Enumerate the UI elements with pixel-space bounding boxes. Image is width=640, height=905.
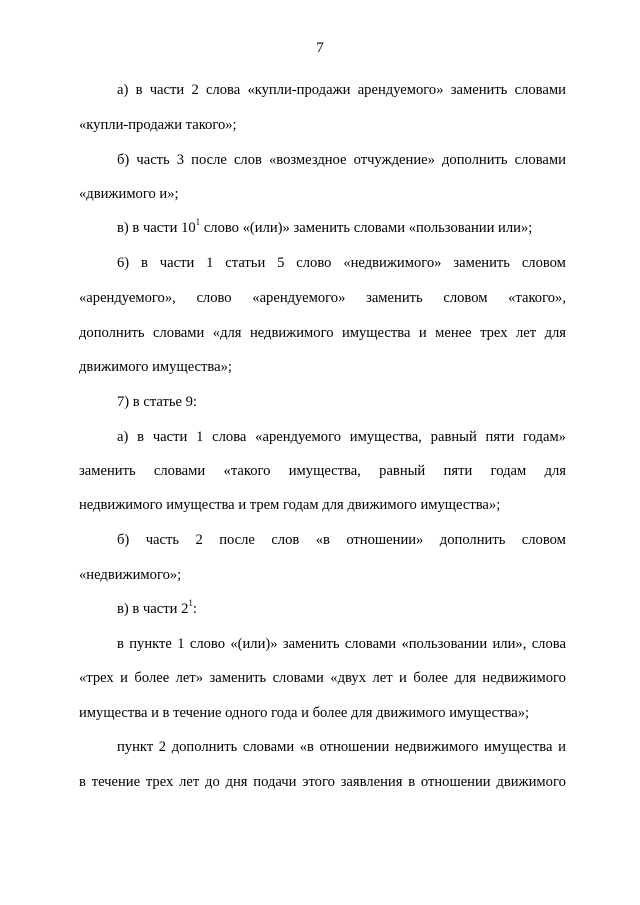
word: 6) xyxy=(117,255,130,271)
word: а) xyxy=(117,82,129,98)
word: в xyxy=(79,774,86,790)
word: этого xyxy=(302,774,335,790)
superscript: 1 xyxy=(188,598,193,609)
superscript: 1 xyxy=(195,217,201,228)
word: словами xyxy=(272,670,324,686)
word: словами xyxy=(153,463,206,479)
word: дополнить xyxy=(171,739,238,755)
word: и xyxy=(558,739,566,755)
paragraph-line xyxy=(117,218,566,238)
paragraph-line xyxy=(117,427,566,447)
word: часть xyxy=(145,532,180,548)
word: заменить xyxy=(366,290,423,306)
word: «арендуемого», xyxy=(79,290,176,306)
word: статьи xyxy=(225,255,266,271)
word: равный xyxy=(430,429,477,445)
text-run: : xyxy=(192,601,197,617)
word: б) xyxy=(117,532,130,548)
paragraph-line xyxy=(117,634,566,654)
paragraph-line xyxy=(79,772,566,792)
word: часть xyxy=(136,152,170,168)
word: «двух xyxy=(330,670,366,686)
paragraph-line xyxy=(117,150,566,170)
word: части xyxy=(152,429,188,445)
word: 2 xyxy=(195,532,203,548)
text-run: слово «(или)» заменить словами «пользовании или»; xyxy=(200,220,533,236)
paragraph-line xyxy=(117,80,566,100)
word: заменить xyxy=(453,255,510,271)
word: подачи xyxy=(253,774,297,790)
paragraph-line: недвижимого имущества и трем годам для движимого имущества»; xyxy=(79,497,501,513)
paragraph-line: «купли-продажи такого»; xyxy=(79,117,237,133)
word: «купли-продажи xyxy=(247,82,351,98)
word: «недвижимого» xyxy=(343,255,442,271)
word: слов xyxy=(271,532,300,548)
word: более xyxy=(413,670,449,686)
word: пункт xyxy=(117,739,154,755)
word: в xyxy=(408,774,416,790)
paragraph-line xyxy=(79,323,566,343)
word: заявления xyxy=(340,774,403,790)
word: словами xyxy=(344,636,397,652)
word: дополнить xyxy=(79,325,145,341)
word: дополнить xyxy=(441,152,508,168)
paragraph-line xyxy=(79,288,566,308)
word: недвижимого xyxy=(249,325,334,341)
word: 1 xyxy=(177,636,185,652)
word: отношении xyxy=(319,739,390,755)
word: пяти xyxy=(443,463,473,479)
paragraph-line: движимого имущества»; xyxy=(79,359,232,375)
word: отношении xyxy=(420,774,491,790)
word: слова xyxy=(212,429,247,445)
word: 3 xyxy=(176,152,185,168)
word: 5 xyxy=(277,255,285,271)
paragraph-line xyxy=(79,668,566,688)
word: дополнить xyxy=(439,532,506,548)
word: менее xyxy=(435,325,472,341)
word: после xyxy=(219,532,255,548)
word: годам xyxy=(490,463,527,479)
word: недвижимого xyxy=(394,739,479,755)
word: словами xyxy=(153,325,205,341)
word: «такого xyxy=(223,463,271,479)
word: словами xyxy=(514,82,566,98)
word: и xyxy=(120,670,128,686)
word: словом xyxy=(521,532,566,548)
word: «арендуемого» xyxy=(252,290,346,306)
text-run: в) в части 2 xyxy=(117,601,189,617)
word: «трех xyxy=(79,670,114,686)
word: словами xyxy=(514,152,566,168)
word: 1 xyxy=(206,255,214,271)
word: имущества xyxy=(341,325,411,341)
word: заменить xyxy=(79,463,136,479)
paragraph-line: «недвижимого»; xyxy=(79,567,182,583)
word: 2 xyxy=(158,739,167,755)
word: пункте xyxy=(129,636,172,652)
word: «для xyxy=(212,325,242,341)
word: «такого», xyxy=(508,290,566,306)
word: «пользовании xyxy=(401,636,488,652)
word: 2 xyxy=(191,82,199,98)
word: отчуждение» xyxy=(353,152,435,168)
word: заменить xyxy=(450,82,508,98)
page-number: 7 xyxy=(316,40,324,56)
text-run: в) в части 10 xyxy=(117,220,196,236)
word: слово xyxy=(189,636,226,652)
word: трех xyxy=(480,325,508,341)
word: движимого xyxy=(496,774,566,790)
word: дня xyxy=(225,774,248,790)
paragraph-line xyxy=(117,599,566,619)
word: заменить xyxy=(209,670,267,686)
word: равный xyxy=(379,463,426,479)
word: лет» xyxy=(175,670,204,686)
paragraph-line xyxy=(117,253,566,273)
word: в xyxy=(141,255,148,271)
word: и xyxy=(418,325,427,341)
word: слово xyxy=(196,290,232,306)
word: имущества xyxy=(484,739,553,755)
word: части xyxy=(149,82,185,98)
word: лет xyxy=(179,774,200,790)
word: части xyxy=(159,255,195,271)
word: лет xyxy=(515,325,537,341)
word: трех xyxy=(145,774,174,790)
word: в xyxy=(117,636,124,652)
word: словом xyxy=(521,255,566,271)
word: для xyxy=(544,463,566,479)
word: слова xyxy=(531,636,566,652)
paragraph-line xyxy=(117,737,566,757)
word: пяти xyxy=(485,429,515,445)
word: арендуемого» xyxy=(357,82,444,98)
word: словами xyxy=(242,739,295,755)
paragraph-line: 7) в статье 9: xyxy=(117,394,197,410)
word: а) xyxy=(117,429,129,445)
word: «арендуемого xyxy=(255,429,341,445)
word: для xyxy=(544,325,566,341)
word: или», xyxy=(492,636,527,652)
word: лет xyxy=(372,670,393,686)
word: заменить xyxy=(282,636,340,652)
paragraph-line: имущества и в течение одного года и более для движимого имущества»; xyxy=(79,705,530,721)
word: до xyxy=(205,774,220,790)
word: «в xyxy=(299,739,314,755)
word: 1 xyxy=(196,429,204,445)
word: после xyxy=(191,152,227,168)
word: недвижимого xyxy=(482,670,566,686)
word: годам» xyxy=(523,429,566,445)
paragraph-line: «движимого и»; xyxy=(79,186,179,202)
word: в xyxy=(137,429,145,445)
word: слов xyxy=(233,152,262,168)
paragraph-line xyxy=(117,530,566,550)
word: течение xyxy=(91,774,141,790)
word: имущества, xyxy=(288,463,361,479)
word: «в xyxy=(315,532,330,548)
word: б) xyxy=(117,152,130,168)
word: для xyxy=(454,670,476,686)
word: имущества, xyxy=(349,429,422,445)
word: слово xyxy=(296,255,332,271)
paragraph-line xyxy=(79,461,566,481)
word: слова xyxy=(205,82,241,98)
word: «(или)» xyxy=(230,636,278,652)
word: и xyxy=(399,670,407,686)
word: отношении» xyxy=(346,532,424,548)
word: более xyxy=(134,670,170,686)
word: словом xyxy=(443,290,488,306)
word: в xyxy=(135,82,143,98)
word: «возмездное xyxy=(268,152,347,168)
